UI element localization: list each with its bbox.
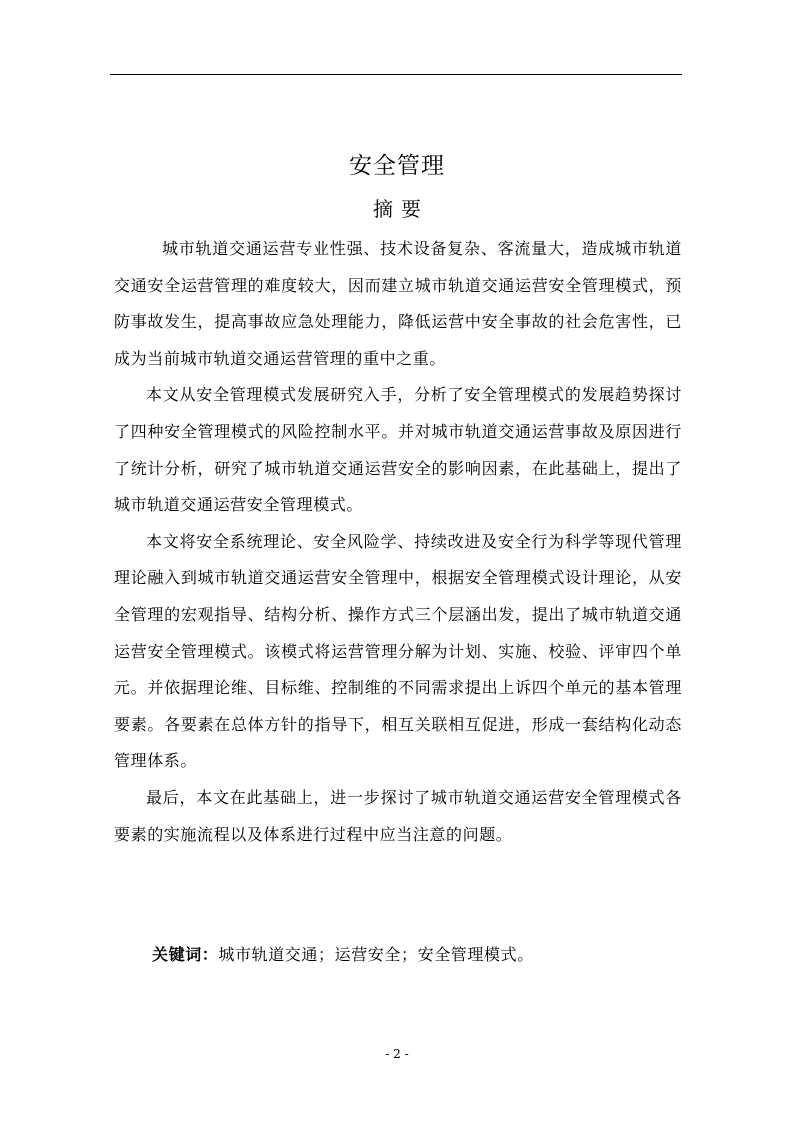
abstract-heading-char-1: 摘 [373,197,393,221]
abstract-paragraph-2: 本文从安全管理模式发展研究入手，分析了安全管理模式的发展趋势探讨了四种安全管理模式的风险控制水平。并对城市轨道交通运营事故及原因进行了统计分析，研究了城市轨道交通运营安全的影响因素，在此基础上，提出了城市轨道交通运营安全管理模式。 [114,385,682,515]
document-title: 安全管理 [349,153,445,179]
abstract-paragraph-3: 本文将安全系统理论、安全风险学、持续改进及安全行为科学等现代管理理论融入到城市轨道交通运营安全管理中，根据安全管理模式设计理论，从安全管理的宏观指导、结构分析、操作方式三个层涵出发，提出了城市轨道交通运营安全管理模式。该模式将运营管理分解为计划、实施、校验、评审四个单元。并依据理论维、目标维、控制维的不同需求提出上诉四个单元的基本管理要素。各要素在总体方针的指导下，相互关联相互促进，形成一套结构化动态管理体系。 [114,531,682,771]
abstract-heading-char-2: 要 [401,197,421,221]
abstract-heading [0,194,794,224]
page-number: - 2 - [385,1047,409,1061]
abstract-paragraph-1: 城市轨道交通运营专业性强、技术设备复杂、客流量大，造成城市轨道交通安全运营管理的难度较大，因而建立城市轨道交通运营安全管理模式，预防事故发生，提高事故应急处理能力，降低运营中安全事故的社会危害性，已成为当前城市轨道交通运营管理的重中之重。 [114,239,682,368]
header-rule [110,74,682,75]
abstract-body [114,231,682,853]
keywords-line [152,940,682,970]
keywords-label: 关键词： [152,945,219,964]
abstract-paragraph-4: 最后，本文在此基础上，进一步探讨了城市轨道交通运营安全管理模式各要素的实施流程以及体系进行过程中应当注意的问题。 [114,787,682,844]
keywords-text: 城市轨道交通；运营安全；安全管理模式。 [218,945,534,964]
